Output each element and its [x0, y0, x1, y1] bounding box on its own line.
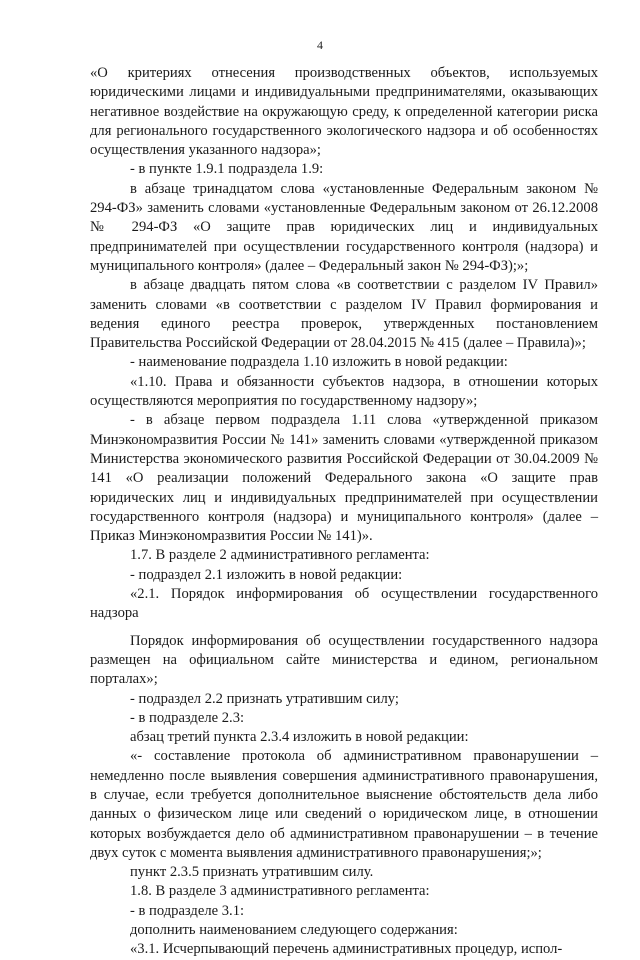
page-number: 4 [317, 38, 323, 52]
paragraph: - в подразделе 2.3: [130, 709, 245, 726]
paragraph: - в пункте 1.9.1 подраздела 1.9: [130, 161, 324, 178]
paragraph: - в подразделе 3.1: [130, 902, 245, 919]
paragraph: 1.7. В разделе 2 административного регламента: [130, 547, 430, 564]
paragraph: абзац третий пункта 2.3.4 изложить в новой редакции: [130, 729, 469, 746]
paragraph: «1.10. Права и обязанности субъектов надзора, в отношении которых осуществляются мероприятия по государственному надзору»; [90, 373, 598, 410]
paragraph: «2.1. Порядок информирования об осуществлении государственного надзора [90, 586, 598, 622]
paragraph: - наименование подраздела 1.10 изложить в новой редакции: [130, 354, 508, 371]
paragraph: Порядок информирования об осуществлении государственного надзора размещен на официальном сайте министерства и едином, региональном порталах»; [90, 632, 598, 688]
paragraph: дополнить наименованием следующего содержания: [130, 922, 458, 939]
paragraph: 1.8. В разделе 3 административного регламента: [130, 883, 430, 900]
paragraph: - подраздел 2.2 признать утратившим силу; [130, 690, 399, 707]
paragraph: в абзаце тринадцатом слова «установленные Федеральным законом № 294-ФЗ» заменить словами «установленные Федеральным законом от 26.12.2008 № 294-ФЗ «О защите прав юридических лиц и индивидуальных предпринимателей при осуществлении государственного контроля (надзора) и муниципального контроля» (далее – Федеральный закон № 294-ФЗ);»; [90, 180, 598, 274]
document-body [90, 64, 598, 960]
paragraph: «- составление протокола об административном правонарушении – немедленно после выявления совершения административного правонарушения, в случае, если требуется дополнительное выяснение обстоятельств дела либо данных о физическом лице или сведений о юридическом лице, в отношении которых возбуждается дело об административном правонарушении – в течение двух суток с момента выявления административного правонарушения;»; [90, 748, 598, 861]
paragraph: «О критериях отнесения производственных объектов, используемых юридическими лицами и индивидуальными предпринимателями, оказывающих негативное воздействие на окружающую среду, к определенной категории риска для регионального государственного экологического надзора и об особенностях осуществления указанного надзора»; [90, 65, 598, 159]
paragraph: - в абзаце первом подраздела 1.11 слова «утвержденной приказом Минэкономразвития России № 141» заменить словами «утвержденной приказом Министерства экономического развития Российской Федерации от 30.04.2009 № 141 «О реализации положений Федерального закона «О защите прав юридических лиц и индивидуальных предпринимателей при осуществлении государственного контроля (надзора) и муниципального контроля» (далее – Приказ Минэкономразвития России № 141)». [90, 412, 598, 545]
paragraph: пункт 2.3.5 признать утратившим силу. [130, 864, 374, 881]
paragraph: - подраздел 2.1 изложить в новой редакции: [130, 566, 403, 583]
paragraph: «3.1. Исчерпывающий перечень административных процедур, испол- [130, 941, 563, 958]
paragraph: в абзаце двадцать пятом слова «в соответствии с разделом IV Правил» заменить словами «в соответствии с разделом IV Правил формирования и ведения единого реестра проверок, утвержденных постановлением Правительства Российской Федерации от 28.04.2015 № 415 (далее – Правила)»; [90, 277, 598, 352]
